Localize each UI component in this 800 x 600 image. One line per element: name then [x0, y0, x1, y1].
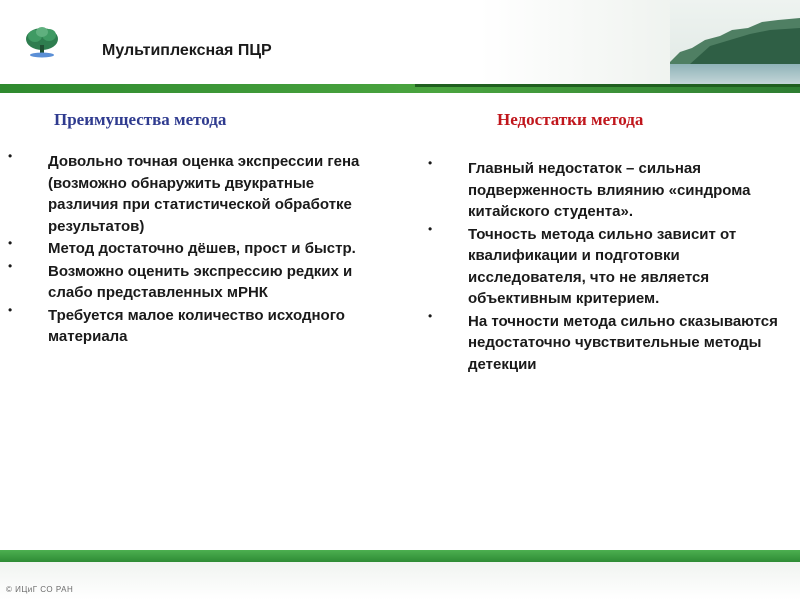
lake-scenery-image [670, 0, 800, 86]
bullet-icon: • [428, 156, 433, 170]
bullet-icon: • [428, 308, 433, 323]
list-item [8, 236, 368, 260]
list-item-text: Возможно оценить экспрессию редких и слабо представленных мРНК [48, 262, 353, 301]
list-item-text: Довольно точная оценка экспрессии гена (возможно обнаружить двукратные различия при статистической обработке результатов) [48, 153, 360, 235]
list-item [8, 302, 368, 348]
slide-header [0, 0, 800, 86]
list-item-text: Точность метода сильно зависит от квалификации и подготовки исследователя, что не является объективным критерием. [468, 225, 737, 307]
header-divider-bar [0, 84, 800, 93]
list-item [428, 156, 790, 223]
disadvantages-list [428, 156, 790, 376]
slide-title: Мультиплексная ПЦР [102, 42, 272, 59]
advantages-list [8, 149, 368, 349]
bullet-icon: • [8, 149, 13, 163]
footer-bar [0, 550, 800, 562]
bullet-icon: • [8, 236, 13, 250]
list-item-text: Главный недостаток – сильная подверженность влиянию «синдрома китайского студента». [468, 160, 751, 220]
bullet-icon: • [8, 302, 13, 317]
list-item-text: Метод достаточно дёшев, прост и быстр. [48, 240, 356, 257]
disadvantages-heading: Недостатки метода [497, 110, 644, 129]
footer-background [0, 562, 800, 600]
footer-copyright: © ИЦиГ СО РАН [6, 585, 74, 594]
list-item [8, 258, 368, 304]
list-item [428, 308, 790, 376]
tree-logo-icon [22, 26, 62, 58]
bullet-icon: • [428, 221, 433, 236]
list-item-text: На точности метода сильно сказываются недостаточно чувствительные методы детекции [468, 312, 778, 373]
advantages-heading: Преимущества метода [54, 110, 227, 129]
list-item [8, 149, 368, 237]
list-item-text: Требуется малое количество исходного материала [48, 306, 345, 345]
list-item [428, 221, 790, 310]
bullet-icon: • [8, 258, 13, 273]
